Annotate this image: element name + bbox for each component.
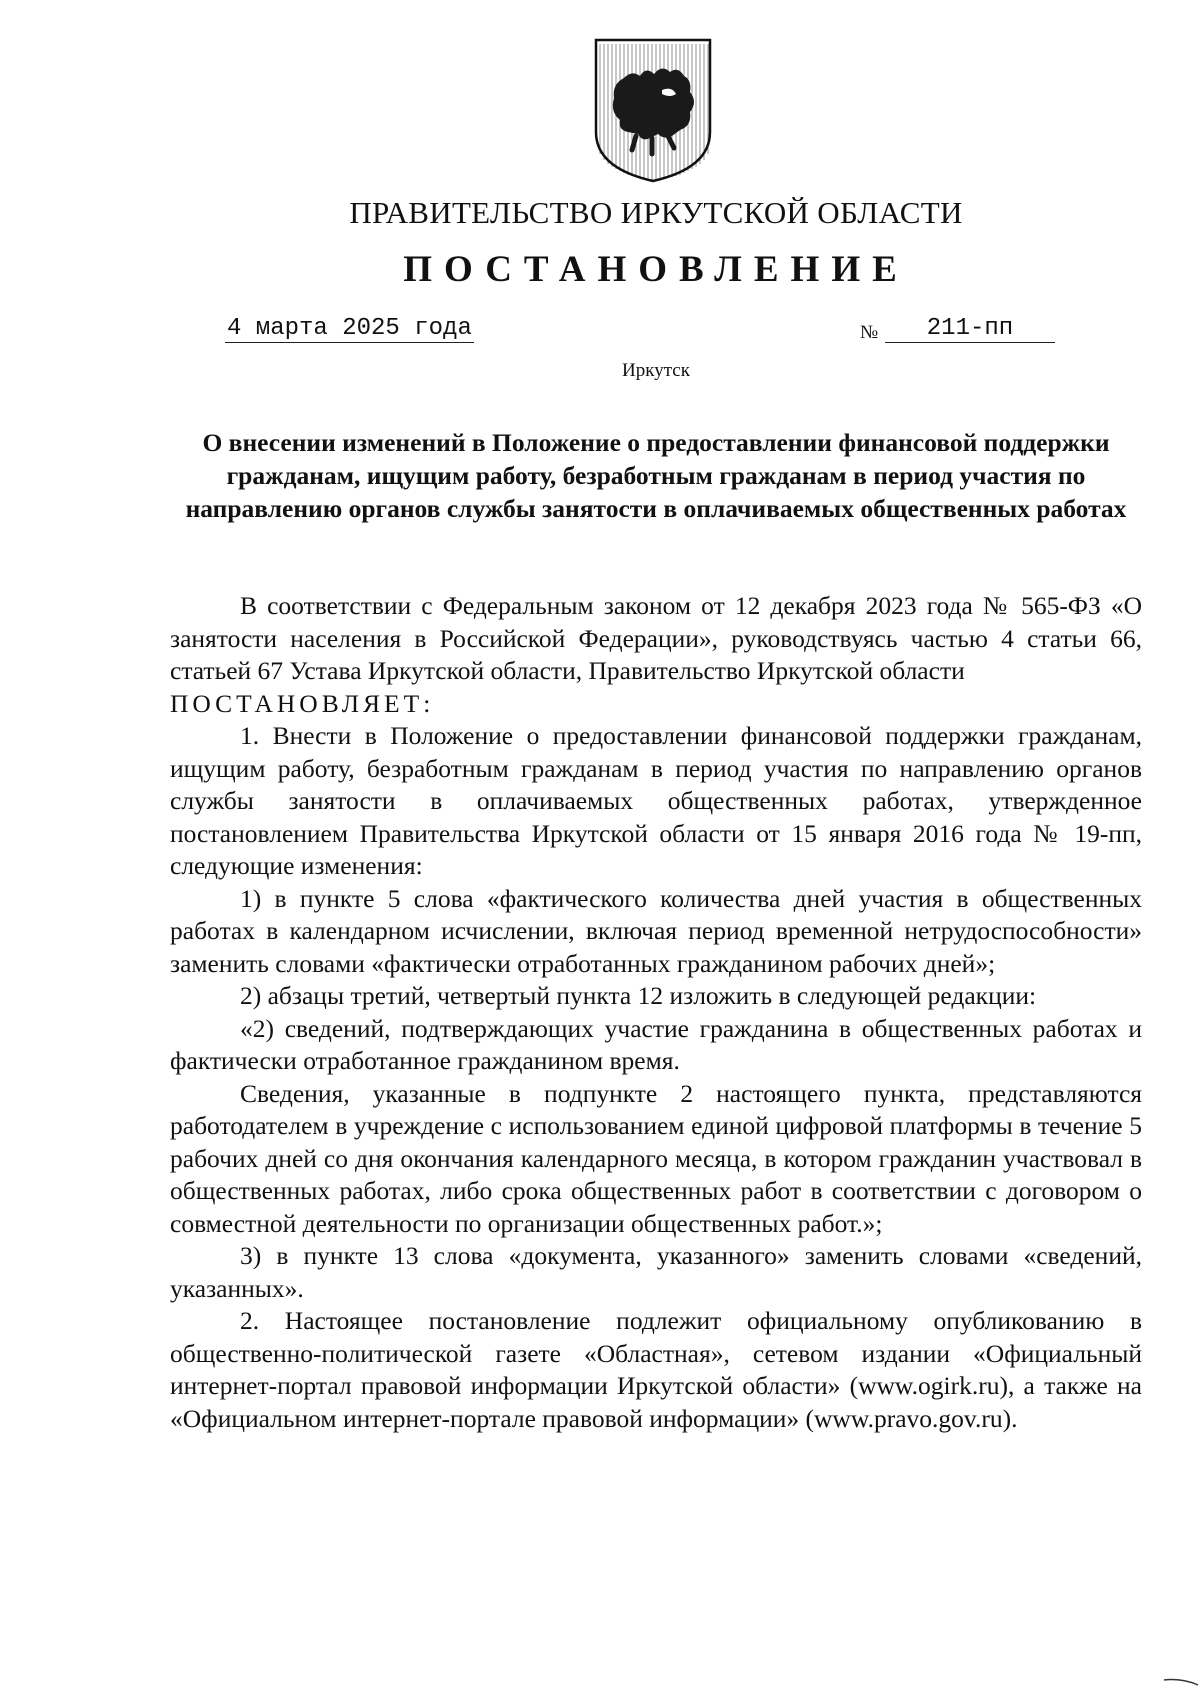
number-label: № (860, 322, 879, 343)
quoted-information-paragraph: Сведения, указанные в подпункте 2 настоящего пункта, представляются работодателем в учреждение с использованием единой цифровой платформы в течение 5 рабочих дней со дня окончания календарного месяца, в котором гражданин участвовал в общественных работах, либо срока общественных работ в соответствии с договором о совместной деятельности по организации общественных работ.»; (170, 1078, 1142, 1238)
city: Иркутск (622, 360, 690, 381)
page-edge-mark (1162, 1677, 1200, 1687)
subclause-2-paragraph: 2) абзацы третий, четвертый пункта 12 изложить в следующей редакции: (240, 981, 1037, 1010)
document-number: 211-пп (885, 315, 1055, 343)
organization-name: ПРАВИТЕЛЬСТВО ИРКУТСКОЙ ОБЛАСТИ (349, 195, 963, 230)
quoted-item-2-paragraph: «2) сведений, подтверждающих участие гражданина в общественных работах и фактически отработанное гражданином время. (170, 1013, 1142, 1075)
clause-2-paragraph: 2. Настоящее постановление подлежит официальному опубликованию в общественно-политической газете «Областная», сетевом издании «Официальный интернет-портал правовой информации Иркутской области» (www.ogirk.ru), а также на «Официальном интернет-портале правовой информации» (www.pravo.gov.ru). (170, 1306, 1142, 1433)
coat-of-arms-icon (592, 36, 714, 184)
document-type: ПОСТАНОВЛЕНИЕ (403, 249, 909, 290)
resolves-heading: ПОСТАНОВЛЯЕТ: (170, 688, 435, 718)
subclause-3-paragraph: 3) в пункте 13 слова «документа, указанного» заменить словами «сведений, указанных». (170, 1241, 1142, 1303)
subclause-1-paragraph: 1) в пункте 5 слова «фактического количества дней участия в общественных работах в календарном исчислении, включая период временной нетрудоспособности» заменить словами «фактически отработанных гражданином рабочих дней»; (170, 883, 1142, 978)
clause-1-paragraph: 1. Внести в Положение о предоставлении финансовой поддержки гражданам, ищущим работу, безработным гражданам в период участия по направлению органов службы занятости в оплачиваемых общественных работах, утвержденное постановлением Правительства Иркутской области от 15 января 2016 года № 19-пп, следующие изменения: (170, 721, 1142, 880)
document-title: О внесении изменений в Положение о предоставлении финансовой поддержки гражданам, ищущим работу, безработным гражданам в период участия по направлению органов службы занятости в оплачиваемых общественных работах (185, 428, 1127, 523)
document-body (170, 590, 1142, 1435)
document-date: 4 марта 2025 года (227, 315, 472, 342)
preamble-paragraph: В соответствии с Федеральным законом от 12 декабря 2023 года № 565-ФЗ «О занятости населения в Российской Федерации», руководствуясь частью 4 статьи 66, статьей 67 Устава Иркутской области, Правительство Иркутской области (170, 591, 1142, 685)
